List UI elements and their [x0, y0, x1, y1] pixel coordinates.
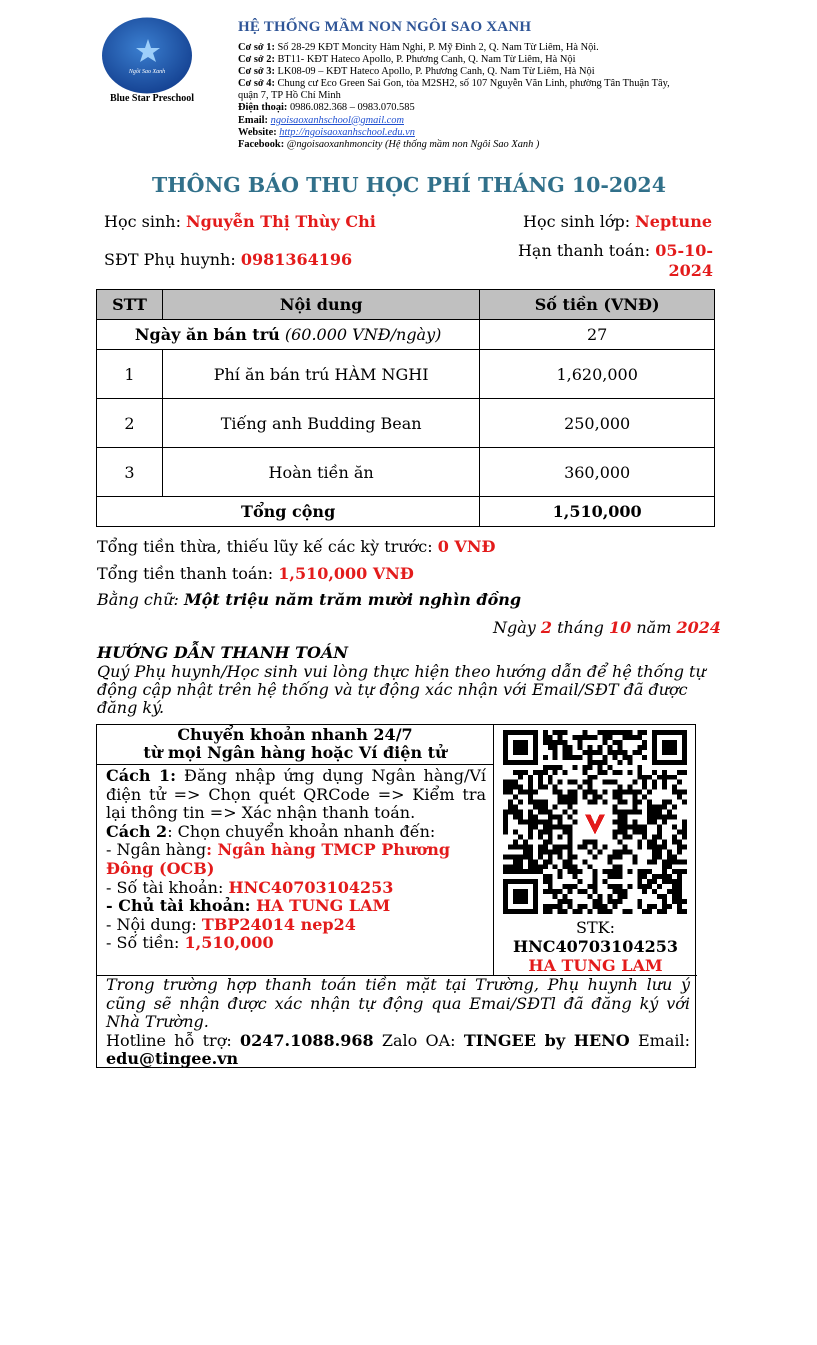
total-value: 1,510,000: [480, 497, 715, 527]
school-logo: [101, 17, 193, 94]
carry-over-line: Tổng tiền thừa, thiếu lũy kế các kỳ trước: 0 VNĐ: [97, 537, 496, 556]
account-number: HNC40703104253: [228, 877, 394, 897]
transfer-memo: TBP24014 nep24: [201, 914, 356, 934]
meal-days-label: Ngày ăn bán trú (60.000 VNĐ/ngày): [97, 320, 480, 350]
email-link[interactable]: ngoisaoxanhschool@gmail.com: [270, 114, 404, 126]
campus-3: Cơ sở 3: LK08-09 – KĐT Hateco Apollo, P. Phương Canh, Q. Nam Từ Liêm, Hà Nội: [238, 66, 595, 78]
table-total-row: [97, 497, 715, 527]
bank-name: : Ngân hàng TMCP Phương Đông (OCB): [106, 840, 451, 878]
payment-guide-note: Quý Phụ huynh/Học sinh vui lòng thực hiện theo hướng dẫn để hệ thống tự động cập nhật trên hệ thống và tự động xác nhận với Email/SĐT đã được đăng ký.: [97, 662, 706, 717]
payment-footer: [106, 976, 690, 1069]
support-line: Hotline hỗ trợ: 0247.1088.968 Zalo OA: TINGEE by HENO Email: edu@tingee.vn: [106, 1030, 691, 1069]
table-row: 2 Tiếng anh Budding Bean 250,000: [97, 399, 715, 448]
cash-note: Trong trường hợp thanh toán tiền mặt tại Trường, Phụ huynh lưu ý cũng sẽ nhận được xác nhận tự động qua Emai/SĐTl đã đăng ký với Nhà Trường.: [106, 975, 690, 1032]
date-line: Ngày 2 tháng 10 năm 2024: [492, 618, 721, 637]
campus-2: Cơ sở 2: BT11- KĐT Hateco Apollo, P. Phương Canh, Q. Nam Từ Liêm, Hà Nội: [238, 54, 576, 66]
student-class-line: Học sinh lớp: Neptune: [523, 212, 712, 231]
payment-box-heading: Chuyển khoản nhanh 24/7 từ mọi Ngân hàng hoặc Ví điện tử: [143, 725, 447, 762]
parent-phone-line: SĐT Phụ huynh: 0981364196: [104, 250, 353, 269]
school-header: [238, 17, 678, 151]
school-email: Email: ngoisaoxanhschool@gmail.com: [238, 114, 404, 126]
total-payment-line: Tổng tiền thanh toán: 1,510,000 VNĐ: [97, 564, 414, 583]
account-owner: HA TUNG LAM: [256, 896, 391, 916]
payment-steps: Cách 1: Đăng nhập ứng dụng Ngân hàng/Ví điện tử => Chọn quét QRCode => Kiểm tra lại thông tin => Xác nhận thanh toán. Cách 2: Chọn chuyển khoản nhanh đến: - Ngân hàng: Ngân hàng TMCP Phương Đông (OCB) - Số tài khoản: HNC40703104253 - Chủ tài khoản: HA TUNG LAM - Nội dung: TBP24014 nep24 - Số tiền: 1,510,000: [106, 766, 487, 953]
logo-caption: Blue Star Preschool: [109, 93, 195, 104]
website-link[interactable]: http://ngoisaoxanhschool.edu.vn: [279, 126, 415, 138]
table-row: [97, 320, 715, 350]
transfer-amount: 1,510,000: [184, 933, 274, 953]
payment-box: [96, 724, 696, 1068]
student-name: Nguyễn Thị Thùy Chi: [186, 212, 376, 231]
campus-1: Cơ sở 1: Số 28-29 KĐT Moncity Hàm Nghi, P. Mỹ Đình 2, Q. Nam Từ Liêm, Hà Nội.: [238, 42, 599, 53]
qr-caption: STK: HNC40703104253 HA TUNG LAM: [513, 918, 678, 975]
meal-days-value: 27: [480, 320, 715, 350]
student-name-line: Học sinh: Nguyễn Thị Thùy Chi: [104, 212, 376, 231]
qr-code-icon: [503, 730, 687, 914]
school-facebook: Facebook: @ngoisaoxanhmoncity (Hệ thống mầm non Ngôi Sao Xanh ): [238, 138, 540, 150]
school-name: HỆ THỐNG MẦM NON NGÔI SAO XANH: [238, 19, 532, 35]
col-header-content: Nội dung: [162, 290, 479, 320]
col-header-stt: STT: [97, 290, 163, 320]
deadline-line: Hạn thanh toán: 05-10-2024: [517, 241, 713, 280]
amount-in-words-line: Bằng chữ: Một triệu năm trăm mười nghìn đồng: [97, 590, 522, 609]
table-row: 1 Phí ăn bán trú HÀM NGHI 1,620,000: [97, 350, 715, 399]
deadline: 05-10-2024: [655, 241, 713, 280]
student-class: Neptune: [635, 212, 712, 231]
fee-table: [96, 289, 715, 527]
table-row: 3 Hoàn tiền ăn 360,000: [97, 448, 715, 497]
logo-emblem-text: Ngôi Sao Xanh: [128, 69, 166, 75]
page-title: THÔNG BÁO THU HỌC PHÍ THÁNG 10-2024: [152, 173, 666, 197]
school-website: Website: http://ngoisaoxanhschool.edu.vn: [238, 126, 415, 138]
school-phone: Điện thoại: 0986.082.368 – 0983.070.585: [238, 102, 415, 114]
total-label: Tổng cộng: [97, 497, 480, 527]
col-header-amount: Số tiền (VNĐ): [480, 290, 715, 320]
payment-guide-heading: HƯỚNG DẪN THANH TOÁN: [97, 643, 348, 662]
parent-phone: 0981364196: [240, 250, 353, 269]
campus-4: Cơ sở 4: Chung cư Eco Green Sai Gon, tòa M2SH2, số 107 Nguyễn Văn Linh, phường Tân Thuận Tây, quận 7, TP Hồ Chí Minh: [238, 78, 670, 102]
